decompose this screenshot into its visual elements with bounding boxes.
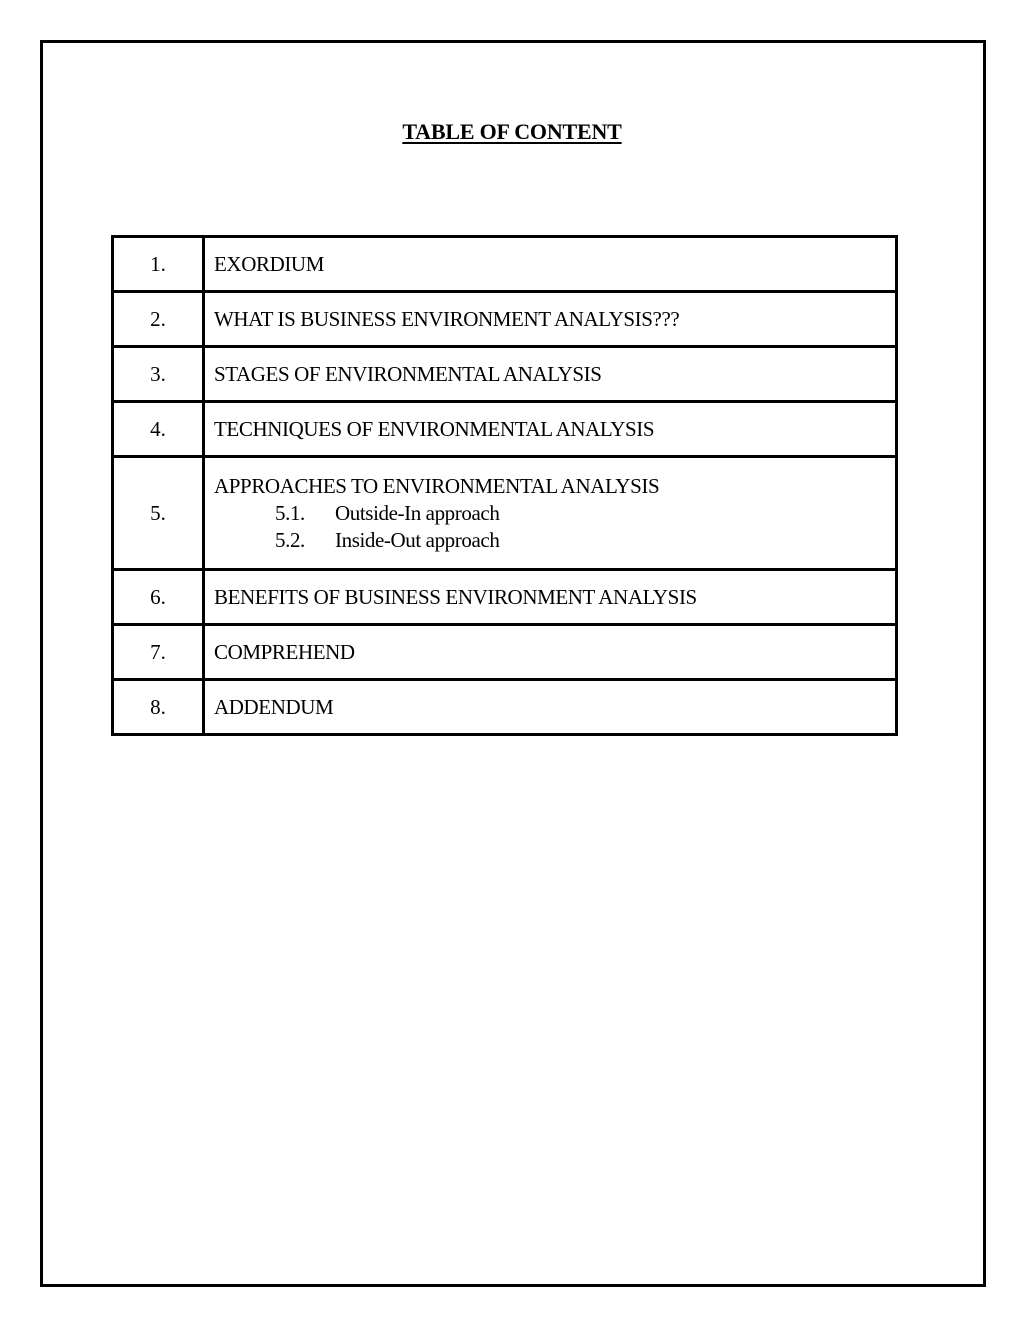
toc-subitem-number: 5.1.	[275, 500, 305, 525]
toc-label: COMPREHEND	[204, 625, 897, 680]
toc-label: BENEFITS OF BUSINESS ENVIRONMENT ANALYSIS	[204, 570, 897, 625]
toc-number: 1.	[113, 237, 204, 292]
toc-number: 2.	[113, 292, 204, 347]
toc-subitem-label: Inside-Out approach	[335, 527, 500, 552]
table-row	[113, 680, 897, 735]
toc-subitem	[214, 527, 895, 554]
toc-label: WHAT IS BUSINESS ENVIRONMENT ANALYSIS???	[204, 292, 897, 347]
table-row	[113, 457, 897, 570]
toc-subitem-number: 5.2.	[275, 527, 305, 552]
table-row	[113, 625, 897, 680]
toc-label: STAGES OF ENVIRONMENTAL ANALYSIS	[204, 347, 897, 402]
toc-number: 7.	[113, 625, 204, 680]
table-row	[113, 237, 897, 292]
toc-number: 6.	[113, 570, 204, 625]
toc-table	[111, 235, 898, 736]
table-row	[113, 402, 897, 457]
toc-number: 5.	[113, 457, 204, 570]
toc-number: 4.	[113, 402, 204, 457]
toc-label: TECHNIQUES OF ENVIRONMENTAL ANALYSIS	[204, 402, 897, 457]
toc-label: EXORDIUM	[204, 237, 897, 292]
toc-subitem-label: Outside-In approach	[335, 500, 500, 525]
table-row	[113, 292, 897, 347]
toc-label: ADDENDUM	[204, 680, 897, 735]
toc-label: APPROACHES TO ENVIRONMENTAL ANALYSIS	[214, 473, 660, 498]
toc-subitem	[214, 500, 895, 527]
toc-number: 8.	[113, 680, 204, 735]
toc-number: 3.	[113, 347, 204, 402]
toc-cell-with-subitems	[204, 457, 897, 570]
table-row	[113, 570, 897, 625]
page-title: TABLE OF CONTENT	[402, 119, 622, 144]
table-row	[113, 347, 897, 402]
